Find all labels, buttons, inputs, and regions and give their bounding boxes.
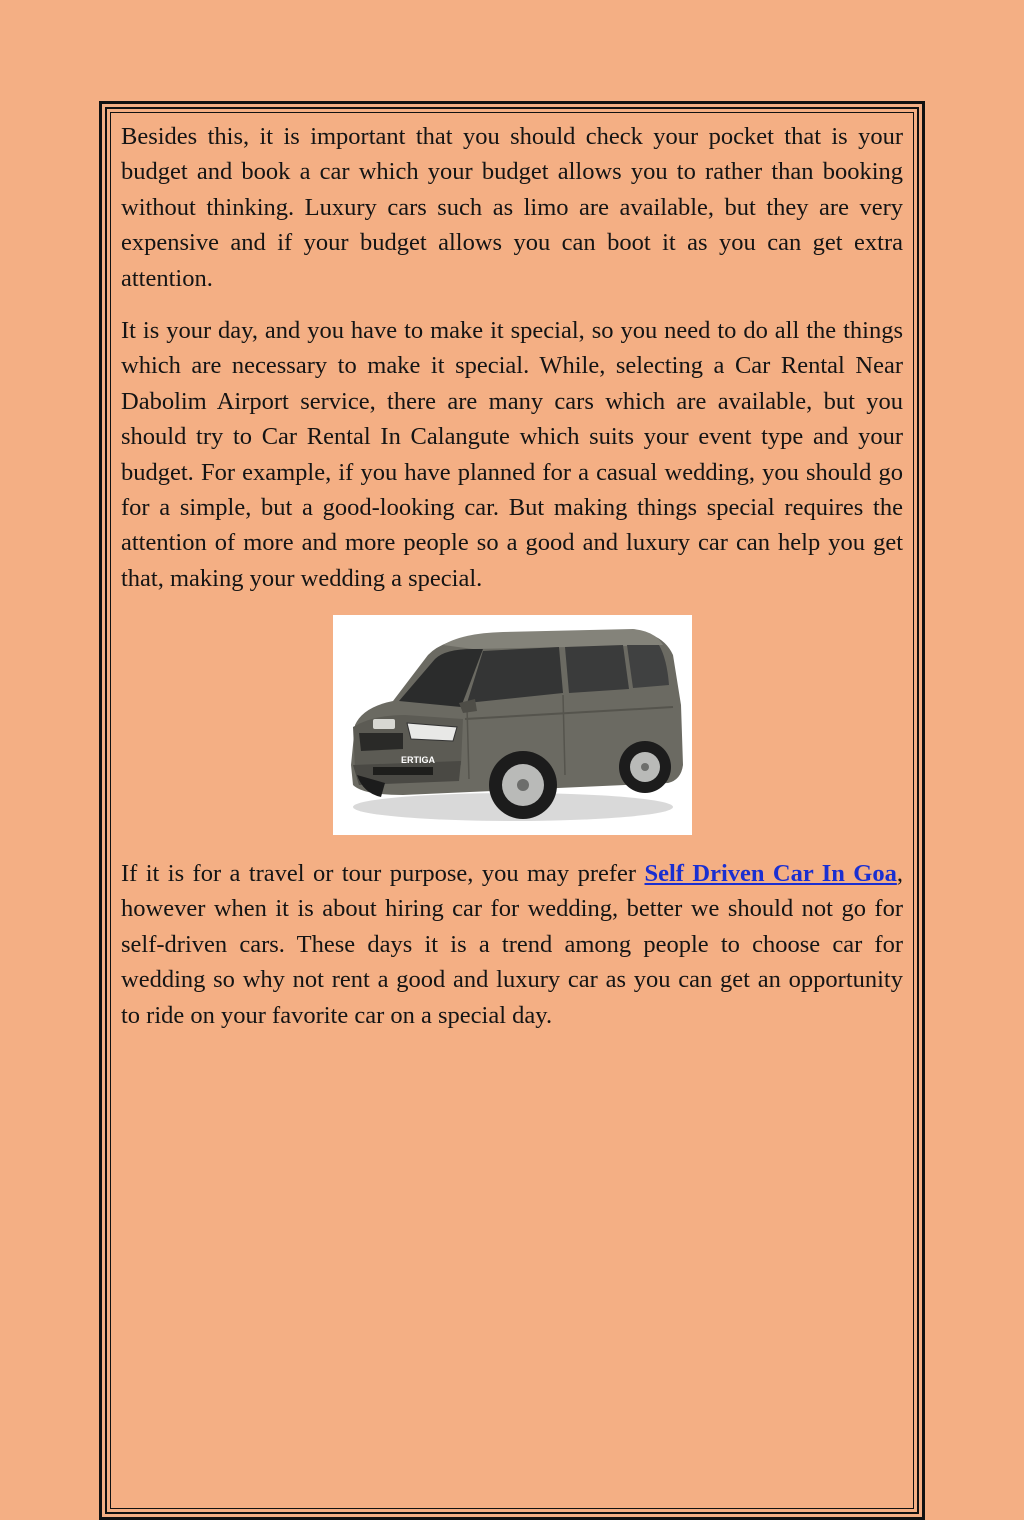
text-block-top <box>121 119 903 596</box>
paragraph-self-driven-before: If it is for a travel or tour purpose, you may prefer <box>121 860 645 887</box>
text-block-bottom <box>121 856 903 1033</box>
paragraph-special-day: It is your day, and you have to make it special, so you need to do all the things which are necessary to make it special. While, selecting a Car Rental Near Dabolim Airport service, there are many cars which are available, but you should try to Car Rental In Calangute which suits your event type and your budget. For example, if you have planned for a casual wedding, you should go for a simple, but a good-looking car. But making things special requires the attention of more and more people so a good and luxury car can help you get that, making your wedding a special. <box>121 317 903 592</box>
paragraph-self-driven <box>121 856 903 1033</box>
paragraph-budget: Besides this, it is important that you should check your pocket that is your budget and book a car which your budget allows you to rather than booking without thinking. Luxury cars such as limo are available, but they are very expensive and if your budget allows you can boot it as you can get extra attention. <box>121 123 903 292</box>
car-image <box>333 615 692 835</box>
self-driven-car-link[interactable]: Self Driven Car In Goa <box>644 860 897 887</box>
car-photo-icon <box>333 615 692 835</box>
paragraph-self-driven-after: , however when it is about hiring car for wedding, better we should not go for self-driven cars. These days it is a trend among people to choose car for wedding so why not rent a good and luxury car as you can get an opportunity to ride on your favorite car on a special day. <box>121 860 903 1029</box>
car-badge-text: ERTIGA <box>401 755 436 765</box>
